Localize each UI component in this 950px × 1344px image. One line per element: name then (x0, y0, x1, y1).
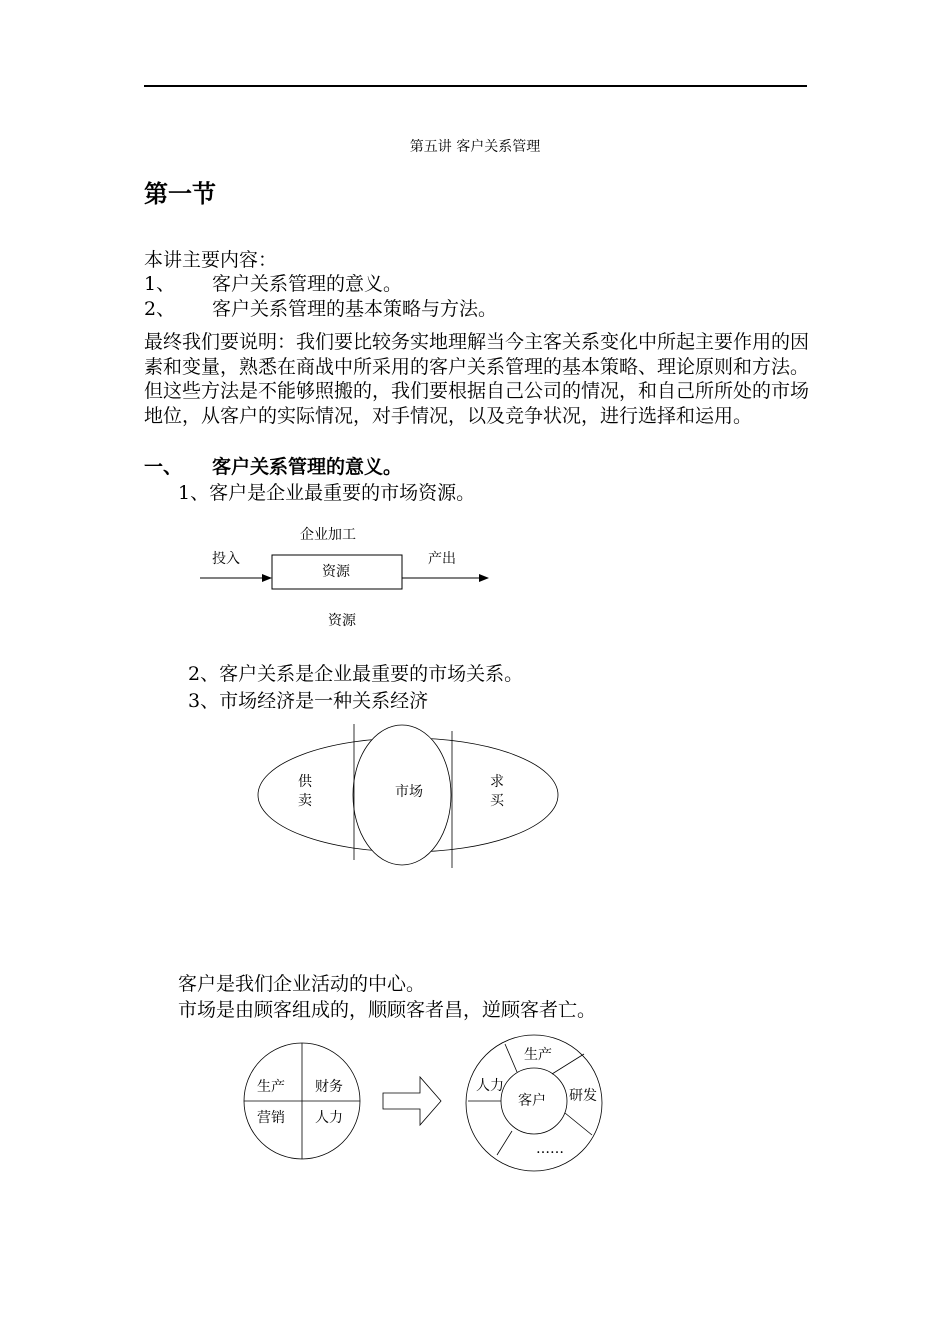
flow-output-label: 产出 (428, 551, 456, 567)
point-2: 2、客户关系是企业最重要的市场关系。 (188, 663, 524, 685)
segment-hr: 人力 (476, 1078, 504, 1094)
market-right-label-1: 求 (490, 774, 504, 790)
market-right-label-2: 买 (490, 793, 504, 809)
segment-divider-2 (552, 1054, 584, 1074)
segment-divider-4 (565, 1113, 592, 1135)
page-header-title: 第五讲 客户关系管理 (409, 139, 541, 155)
segment-production: 生产 (524, 1047, 552, 1063)
intro-item-1-text: 客户关系管理的意义。 (212, 273, 403, 295)
quadrant-hr: 人力 (315, 1110, 343, 1126)
closing-line-2: 市场是由顾客组成的，顺顾客者昌，逆顾客者亡。 (178, 999, 597, 1021)
intro-label: 本讲主要内容： (144, 249, 278, 271)
market-left-label-1: 供 (298, 774, 312, 790)
customer-center-label: 客户 (518, 1093, 546, 1109)
part-one-title: 客户关系管理的意义。 (212, 456, 403, 478)
segment-divider-1 (505, 1044, 517, 1072)
quadrant-production: 生产 (257, 1079, 285, 1095)
intro-item-2-num: 2、 (144, 298, 176, 320)
segment-divider-3 (497, 1131, 512, 1155)
market-center-label: 市场 (395, 784, 423, 800)
flow-top-label: 企业加工 (300, 527, 356, 543)
point-3: 3、市场经济是一种关系经济 (188, 690, 429, 712)
segment-rnd: 研发 (569, 1088, 597, 1104)
part-one-num: 一、 (144, 456, 183, 478)
intro-paragraph: 最终我们要说明：我们要比较务实地理解当今主客关系变化中所起主要作用的因素和变量，熟悉在商战中所采用的客户关系管理的基本策略、理论原则和方法。但这些方法是不能够照搬的，我们要根据自己公司的情况，和自己所所处的市场地位，从客户的实际情况，对手情况，以及竞争状况，进行选择和运用。 (144, 331, 810, 427)
flow-bottom-label: 资源 (328, 613, 356, 629)
intro-item-1-num: 1、 (144, 273, 176, 295)
transform-arrow-icon (383, 1077, 441, 1125)
flow-box-label: 资源 (322, 564, 350, 580)
market-left-label-2: 卖 (298, 793, 312, 809)
flow-input-label: 投入 (212, 551, 240, 567)
section-heading: 第一节 (144, 179, 216, 208)
segment-more: …… (536, 1141, 564, 1157)
intro-item-2-text: 客户关系管理的基本策略与方法。 (212, 298, 498, 320)
point-1: 1、客户是企业最重要的市场资源。 (178, 482, 476, 504)
closing-line-1: 客户是我们企业活动的中心。 (178, 973, 426, 995)
quadrant-finance: 财务 (315, 1079, 343, 1095)
quadrant-marketing: 营销 (257, 1110, 285, 1126)
